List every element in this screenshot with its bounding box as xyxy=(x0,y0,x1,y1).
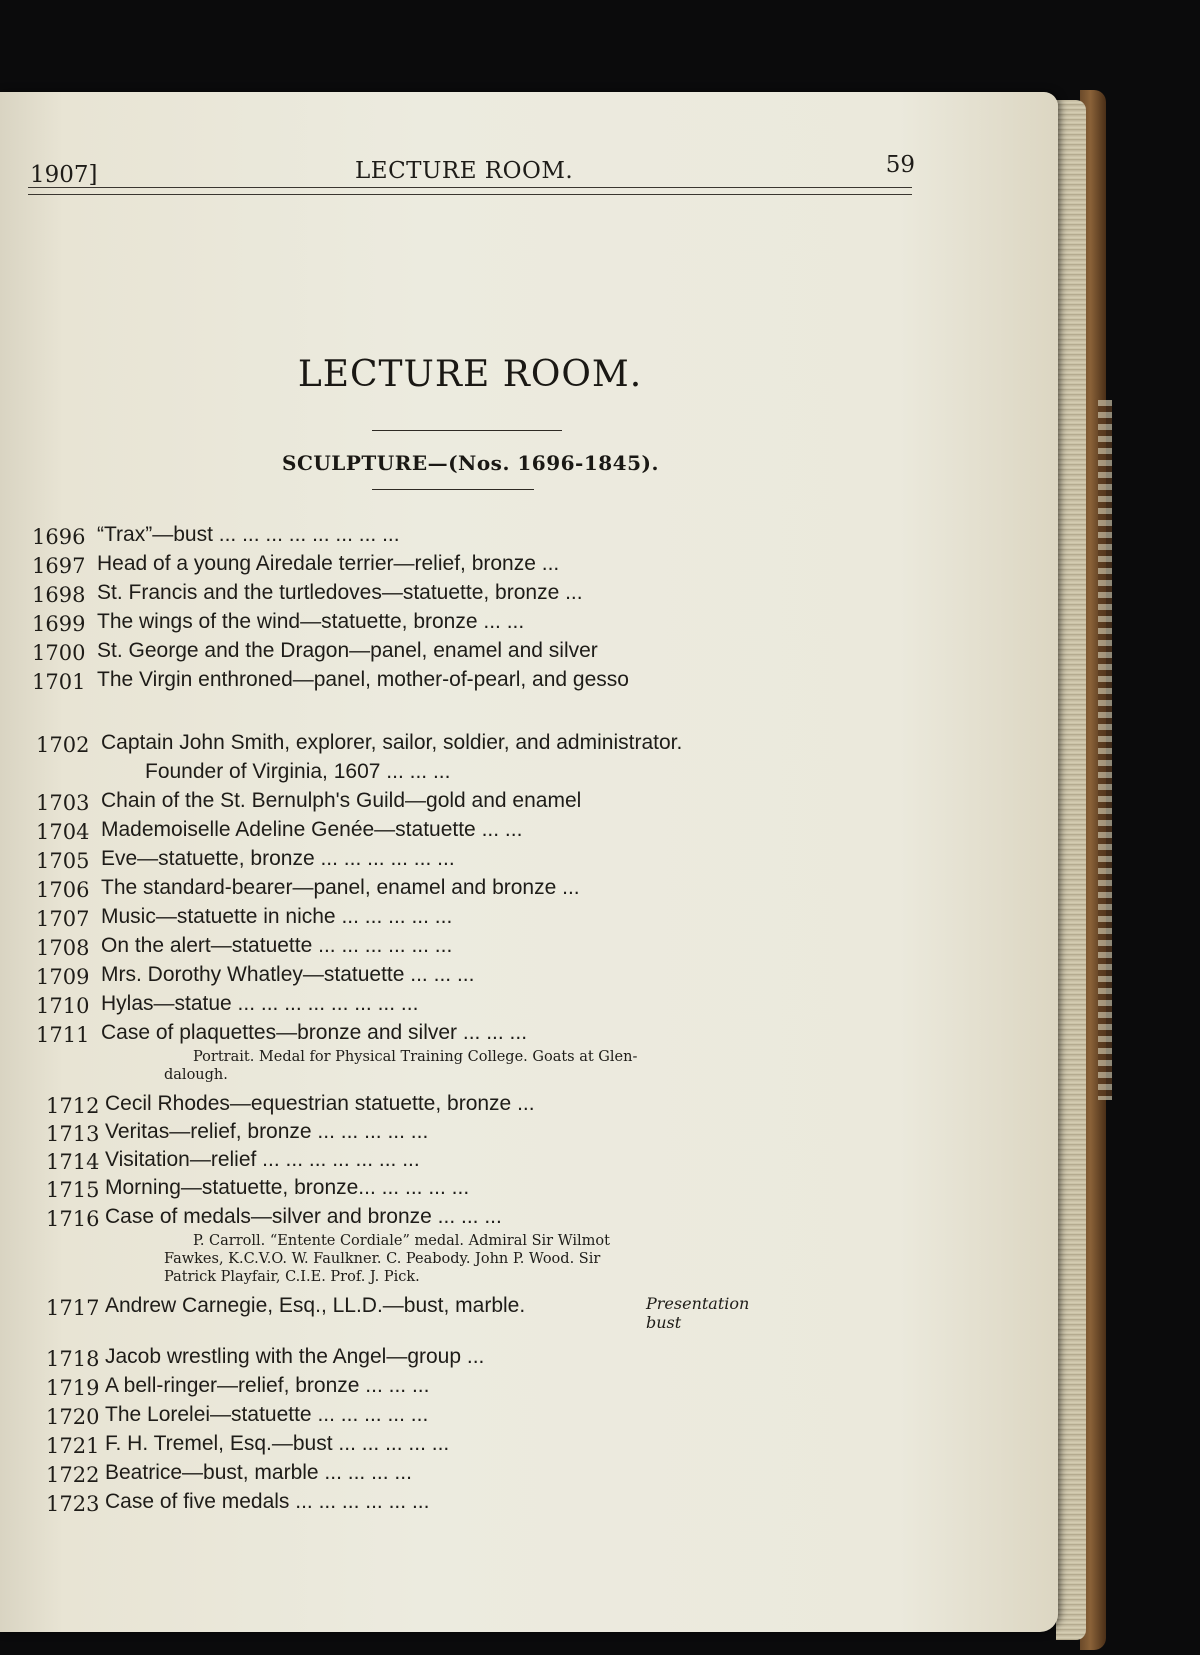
entry-number: 1713 xyxy=(46,1122,100,1146)
entry-number: 1708 xyxy=(36,936,90,960)
entry-note-line: P. Carroll. “Entente Cordiale” medal. Admiral Sir Wilmot xyxy=(193,1233,610,1249)
entry-description-continued: Founder of Virginia, 1607 ... ... ... xyxy=(145,760,451,783)
entry-number: 1712 xyxy=(46,1094,100,1118)
entry-description: The Lorelei—statuette ... ... ... ... ... xyxy=(105,1403,429,1426)
entry-number: 1696 xyxy=(32,525,86,549)
entry-number: 1711 xyxy=(36,1023,90,1047)
entry-description: Mademoiselle Adeline Genée—statuette ... ... xyxy=(101,818,523,841)
entry-description: Veritas—relief, bronze ... ... ... ... ... xyxy=(105,1120,429,1143)
entry-number: 1705 xyxy=(36,849,90,873)
entry-number: 1721 xyxy=(46,1434,100,1458)
running-head-year: 1907] xyxy=(30,162,98,188)
entry-description: Eve—statuette, bronze ... ... ... ... ... ... xyxy=(101,847,455,870)
entry-description: Beatrice—bust, marble ... ... ... ... xyxy=(105,1461,412,1484)
entry-number: 1714 xyxy=(46,1150,100,1174)
entry-number: 1715 xyxy=(46,1178,100,1202)
running-head xyxy=(30,150,915,190)
entry-description: Case of plaquettes—bronze and silver ... ... ... xyxy=(101,1021,528,1044)
entry-description: Hylas—statue ... ... ... ... ... ... ... ... xyxy=(101,992,419,1015)
entry-number: 1709 xyxy=(36,965,90,989)
entry-description: Head of a young Airedale terrier—relief, bronze ... xyxy=(97,552,560,575)
entry-description: Mrs. Dorothy Whatley—statuette ... ... ... xyxy=(101,963,475,986)
entry-number: 1698 xyxy=(32,583,86,607)
entry-note-line: Fawkes, K.C.V.O. W. Faulkner. C. Peabody. John P. Wood. Sir xyxy=(164,1251,601,1267)
entry-number: 1722 xyxy=(46,1463,100,1487)
entry-number: 1718 xyxy=(46,1347,100,1371)
page-number: 59 xyxy=(885,152,915,178)
entry-description: Case of five medals ... ... ... ... ... ... xyxy=(105,1490,430,1513)
header-rule xyxy=(28,187,912,195)
entry-description: The wings of the wind—statuette, bronze ... ... xyxy=(97,610,525,633)
entry-number: 1703 xyxy=(36,791,90,815)
entry-number: 1697 xyxy=(32,554,86,578)
entry-description: Morning—statuette, bronze... ... ... ... ... xyxy=(105,1176,470,1199)
running-head-title: LECTURE ROOM. xyxy=(355,158,574,184)
entry-description: St. George and the Dragon—panel, enamel and silver xyxy=(97,639,598,662)
subtitle-rule xyxy=(372,489,534,490)
section-subtitle: SCULPTURE—(Nos. 1696-1845). xyxy=(282,451,659,475)
entry-description: “Trax”—bust ... ... ... ... ... ... ... ... xyxy=(97,523,400,546)
entry-description: Captain John Smith, explorer, sailor, soldier, and administrator. xyxy=(101,731,683,754)
entry-number: 1702 xyxy=(36,733,90,757)
presentation-note: Presentation bust xyxy=(646,1294,750,1332)
spine-decoration xyxy=(1098,400,1112,1100)
entry-number: 1706 xyxy=(36,878,90,902)
page-title: LECTURE ROOM. xyxy=(297,354,643,395)
page-edges xyxy=(1056,100,1086,1640)
entry-description: Music—statuette in niche ... ... ... ... ... xyxy=(101,905,453,928)
entry-description: The standard-bearer—panel, enamel and bronze ... xyxy=(101,876,580,899)
entry-number: 1704 xyxy=(36,820,90,844)
entry-note-line: dalough. xyxy=(164,1067,228,1083)
entry-number: 1701 xyxy=(32,670,86,694)
entry-number: 1707 xyxy=(36,907,90,931)
entry-number: 1720 xyxy=(46,1405,100,1429)
entry-number: 1700 xyxy=(32,641,86,665)
entry-description: Chain of the St. Bernulph's Guild—gold and enamel xyxy=(101,789,582,812)
entry-description: Cecil Rhodes—equestrian statuette, bronze ... xyxy=(105,1092,535,1115)
entry-description: Andrew Carnegie, Esq., LL.D.—bust, marble. xyxy=(105,1294,526,1317)
entry-number: 1717 xyxy=(46,1296,100,1320)
title-rule xyxy=(372,430,562,431)
entry-number: 1719 xyxy=(46,1376,100,1400)
entry-description: Jacob wrestling with the Angel—group ... xyxy=(105,1345,485,1368)
entry-description: Case of medals—silver and bronze ... ... ... xyxy=(105,1205,502,1228)
entry-description: On the alert—statuette ... ... ... ... ... ... xyxy=(101,934,453,957)
entry-number: 1723 xyxy=(46,1492,100,1516)
entry-description: A bell-ringer—relief, bronze ... ... ... xyxy=(105,1374,430,1397)
entry-note-line: Portrait. Medal for Physical Training College. Goats at Glen- xyxy=(193,1049,638,1065)
entry-description: St. Francis and the turtledoves—statuette, bronze ... xyxy=(97,581,583,604)
entry-number: 1716 xyxy=(46,1207,100,1231)
entry-description: Visitation—relief ... ... ... ... ... ... ... xyxy=(105,1148,420,1171)
entry-number: 1710 xyxy=(36,994,90,1018)
entry-note-line: Patrick Playfair, C.I.E. Prof. J. Pick. xyxy=(164,1269,420,1285)
entry-description: The Virgin enthroned—panel, mother-of-pearl, and gesso xyxy=(97,668,629,691)
entry-number: 1699 xyxy=(32,612,86,636)
entry-description: F. H. Tremel, Esq.—bust ... ... ... ... ... xyxy=(105,1432,450,1455)
